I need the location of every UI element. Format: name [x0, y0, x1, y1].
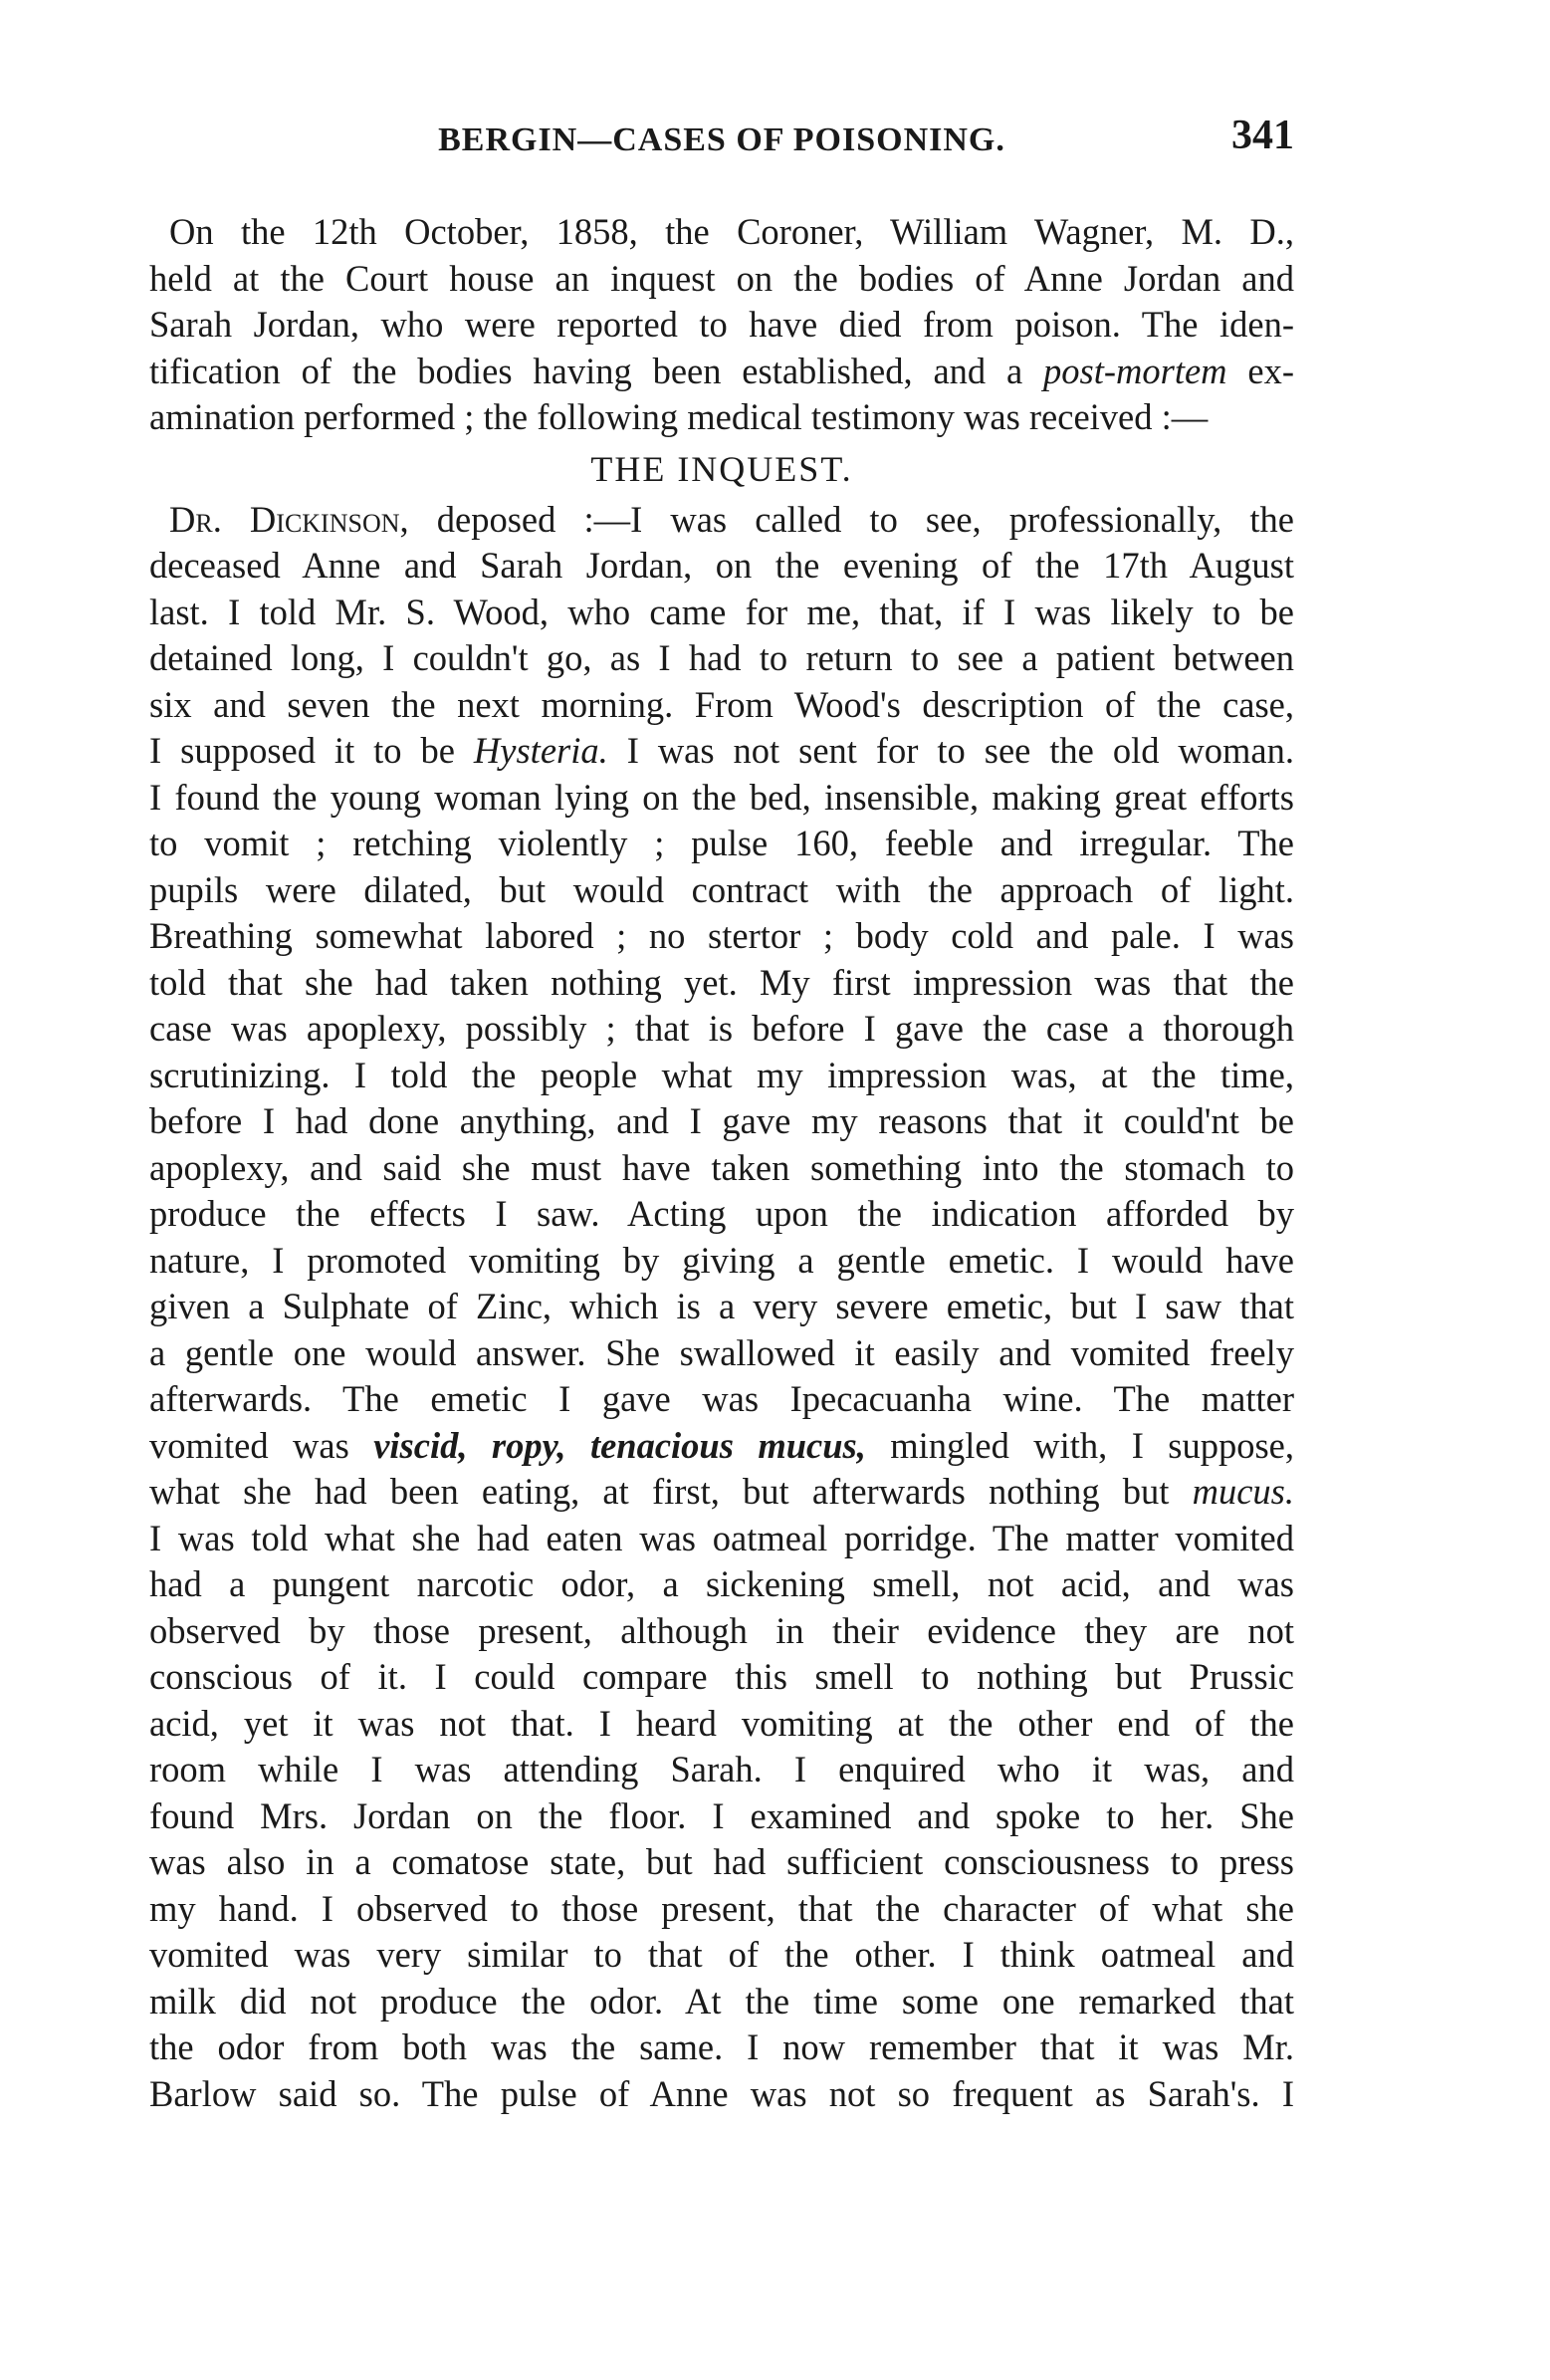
text-line: told that she had taken nothing yet. My first impression was that the	[149, 961, 1294, 1003]
italic-term: post-mortem	[1043, 350, 1227, 391]
text-line: afterwards. The emetic I gave was Ipecacuanha wine. The matter	[149, 1378, 1294, 1419]
text-line	[149, 1423, 1294, 1470]
text-line: milk did not produce the odor. At the time some one remarked that	[149, 1980, 1294, 2022]
text-segment: what she had been eating, at first, but afterwards nothing but	[149, 1471, 1193, 1512]
text-segment: mingled with, I suppose,	[865, 1424, 1294, 1466]
italic-term: Hysteria.	[473, 730, 608, 771]
italic-term: mucus.	[1192, 1471, 1294, 1512]
text-line: nature, I promoted vomiting by giving a gentle emetic. I would have	[149, 1239, 1294, 1281]
text-line: On the 12th October, 1858, the Coroner, William Wagner, M. D.,	[169, 211, 1294, 252]
text-segment: I was not sent for to see the old woman.	[607, 730, 1294, 771]
text-line: amination performed ; the following medical testimony was received :—	[149, 396, 1209, 437]
text-line: Breathing somewhat labored ; no stertor ; body cold and pale. I was	[149, 915, 1294, 956]
text-line: a gentle one would answer. She swallowed it easily and vomited freely	[149, 1331, 1294, 1373]
page-body	[149, 209, 1294, 2117]
text-segment: tification of the bodies having been established, and a	[149, 350, 1044, 391]
text-line: to vomit ; retching violently ; pulse 160, feeble and irregular. The	[149, 823, 1294, 863]
text-segment: I supposed it to be	[149, 730, 474, 771]
text-line: produce the effects I saw. Acting upon the indication afforded by	[149, 1193, 1294, 1234]
text-line	[149, 349, 1294, 395]
text-line	[149, 1469, 1294, 1516]
text-line: had a pungent narcotic odor, a sickening smell, not acid, and was	[149, 1563, 1294, 1604]
text-line: acid, yet it was not that. I heard vomiting at the other end of the	[149, 1702, 1294, 1744]
text-line	[149, 728, 1294, 775]
text-line	[149, 497, 1294, 544]
text-line: before I had done anything, and I gave my reasons that it could'nt be	[149, 1100, 1294, 1141]
text-line: pupils were dilated, but would contract with the approach of light.	[149, 868, 1294, 910]
running-head	[149, 112, 1294, 171]
text-line: last. I told Mr. S. Wood, who came for me, that, if I was likely to be	[149, 591, 1294, 632]
section-heading: THE INQUEST.	[590, 448, 853, 489]
text-line: the odor from both was the same. I now remember that it was Mr.	[149, 2026, 1294, 2067]
text-line: scrutinizing. I told the people what my impression was, at the time,	[149, 1054, 1294, 1095]
running-title: BERGIN—CASES OF POISONING.	[438, 121, 1005, 158]
text-segment: deposed :—I was called to see, professionally, the	[408, 498, 1294, 540]
text-line: detained long, I couldn't go, as I had to return to see a patient between	[149, 637, 1294, 678]
text-line: observed by those present, although in their evidence they are not	[149, 1609, 1294, 1651]
text-line: given a Sulphate of Zinc, which is a very severe emetic, but I saw that	[149, 1286, 1294, 1326]
text-line: room while I was attending Sarah. I enquired who it was, and	[149, 1749, 1294, 1789]
text-line: case was apoplexy, possibly ; that is before I gave the case a thorough	[149, 1008, 1294, 1049]
text-line: my hand. I observed to those present, that the character of what she	[149, 1887, 1294, 1929]
text-segment: vomited was	[149, 1424, 374, 1466]
text-line: Barlow said so. The pulse of Anne was not so frequent as Sarah's. I	[149, 2072, 1294, 2114]
text-line: found Mrs. Jordan on the floor. I examined and spoke to her. She	[149, 1794, 1294, 1836]
text-line: deceased Anne and Sarah Jordan, on the evening of the 17th August	[149, 545, 1294, 586]
page-number: 341	[1231, 113, 1294, 158]
text-line: I was told what she had eaten was oatmeal porridge. The matter vomited	[149, 1517, 1294, 1558]
text-line: vomited was very similar to that of the other. I think oatmeal and	[149, 1934, 1294, 1975]
text-line: held at the Court house an inquest on the bodies of Anne Jordan and	[149, 257, 1294, 299]
text-line: was also in a comatose state, but had sufficient consciousness to press	[149, 1841, 1294, 1882]
text-segment: ex-	[1226, 350, 1294, 391]
text-line: Sarah Jordan, who were reported to have died from poison. The iden-	[149, 304, 1294, 345]
text-line: conscious of it. I could compare this smell to nothing but Prussic	[149, 1656, 1294, 1697]
text-line: I found the young woman lying on the bed, insensible, making great efforts	[149, 776, 1294, 818]
text-line: apoplexy, and said she must have taken something into the stomach to	[149, 1146, 1294, 1188]
text-line: six and seven the next morning. From Wood's description of the case,	[149, 683, 1294, 725]
italic-term: viscid, ropy, tenacious mucus,	[373, 1424, 866, 1466]
speaker-name: Dr. Dickinson,	[169, 498, 409, 540]
